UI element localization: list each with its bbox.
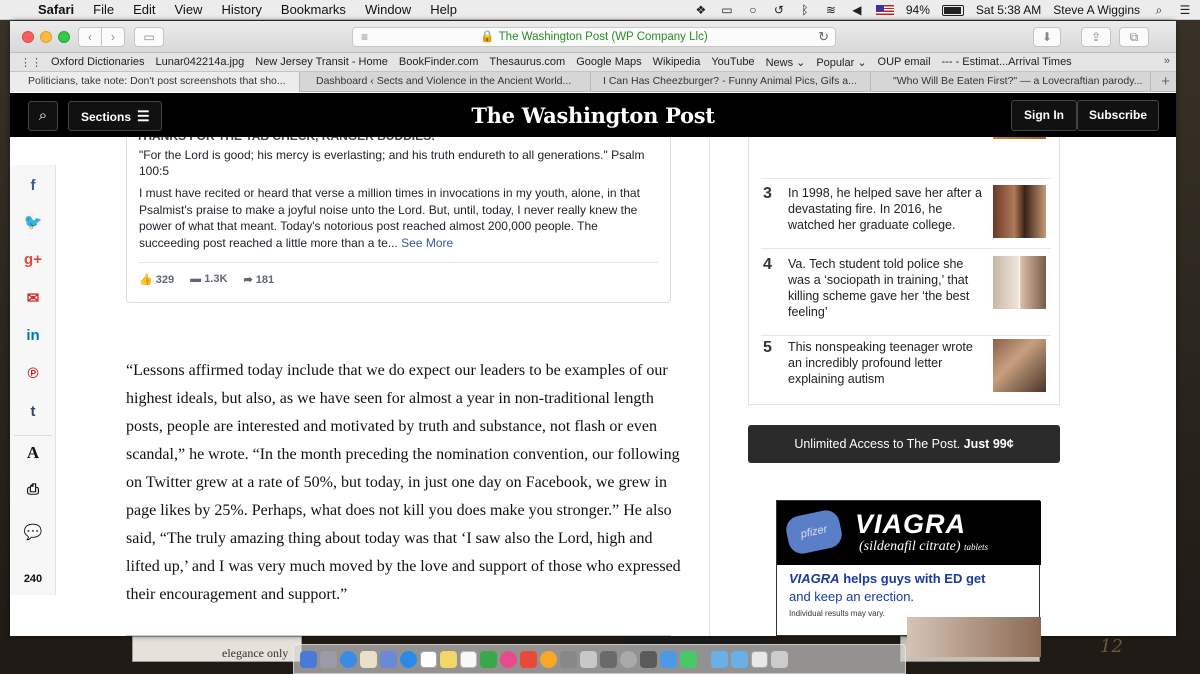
google-plus-icon[interactable]: g+ [24,251,42,268]
bookmark-item[interactable]: --- - Estimat...Arrival Times [941,56,1072,68]
reload-icon[interactable]: ↻ [818,29,829,44]
bookmark-item[interactable]: Lunar042214a.jpg [155,56,245,68]
time-machine-icon[interactable]: ↺ [773,3,784,17]
ad-generic-suffix: tablets [963,542,988,552]
most-read-item[interactable] [749,339,1061,413]
sidebar-toggle-button[interactable]: ▭ [134,27,164,47]
menu-help[interactable]: Help [430,2,457,17]
textedit-icon[interactable] [600,651,617,668]
subscribe-button[interactable]: Subscribe [1077,100,1159,131]
app-store-icon[interactable] [400,651,417,668]
ad-header [777,501,1041,565]
menu-history[interactable]: History [221,2,262,17]
comments-icon[interactable]: 💬 [23,524,43,541]
airplay-icon[interactable]: ▭ [721,3,733,17]
menu-file[interactable]: File [93,2,115,17]
maps-icon[interactable] [480,651,497,668]
bookmarks-bar [10,53,1176,72]
bookmark-item[interactable]: Oxford Dictionaries [51,56,145,68]
spotlight-icon[interactable]: ⌕ [1155,3,1163,17]
background-window-text: elegance only [222,646,289,660]
ad-subheadline: and keep an erection. [789,589,915,604]
fb-shares-count: 181 [255,274,275,286]
list-divider [761,335,1051,336]
volume-icon[interactable]: ◀ [852,3,862,17]
article-divider [126,635,671,636]
facetime-icon[interactable] [680,651,697,668]
notification-center-icon[interactable]: ☰ [1179,3,1191,17]
pinterest-icon[interactable]: ℗ [27,365,39,382]
twitter-icon[interactable]: 🐦 [23,214,43,231]
ad-headline-rest: helps guys with ED get [843,571,986,586]
hamburger-icon: ☰ [137,108,150,124]
bookmark-item[interactable]: New Jersey Transit - Home [255,56,388,68]
system-preferences-icon[interactable] [620,651,637,668]
minimize-window-icon[interactable] [40,31,52,43]
downloads-button[interactable]: ⬇ [1033,27,1061,47]
share-button[interactable]: ⇪ [1081,27,1111,47]
browser-toolbar [10,21,1176,53]
dock [293,644,906,674]
article-paragraph: “Lessons affirmed today include that we do expect our leaders to be examples of our highest ideals, but also, as we have seen for almost a year in non-traditional length posts, people are interested and motivated by truth and substance, not flash or even scandal,” he wrote. “In the month preceding the nomination convention, our following on Twitter grew at a rate of 50%, but today, in just one day on Facebook, we grew in page likes by 25%. Perhaps, what does not kill you does make you stronger.” He also said, “The truly amazing thing about today was that ‘I saw also the Lord, high and lifted up,’ and I was very much moved by the love and support of those who expressed their encouragement and support.” [126,362,681,603]
app-menu[interactable]: Safari [38,2,75,17]
fb-likes[interactable] [139,273,174,286]
pill-image: pfizer [784,508,845,556]
menu-edit[interactable]: Edit [133,2,156,17]
notes-icon[interactable] [440,651,457,668]
rank-number: 3 [763,185,772,202]
menubar-clock[interactable]: Sat 5:38 AM [975,3,1042,17]
ibooks-icon[interactable] [560,651,577,668]
comment-bubble-icon: ▬ [190,273,205,285]
photos-icon[interactable] [540,651,557,668]
tab-bar [10,72,1176,92]
tumblr-icon[interactable]: t [30,403,36,420]
fb-post-body [139,185,659,251]
tab[interactable]: Dashboard ‹ Sects and Violence in the Ancient World... [300,72,591,92]
fb-comments[interactable] [190,273,227,286]
linkedin-icon[interactable]: in [26,327,40,344]
lock-icon: 🔒 [480,31,495,43]
ad-generic-text: (sildenafil citrate) [859,539,961,554]
banner-text: Unlimited Access to The Post. [794,437,961,451]
back-button[interactable]: ‹ [78,27,102,47]
page-content [10,137,1176,636]
bookmark-folder[interactable]: News ⌄ [765,56,806,69]
thumbs-up-icon: 👍 [139,274,156,286]
thumbnail-image[interactable] [993,256,1046,309]
messages-icon[interactable] [660,651,677,668]
close-window-icon[interactable] [22,31,34,43]
bookmark-item[interactable]: Google Maps [576,56,642,68]
fb-comments-count: 1.3K [204,273,228,285]
facebook-embed [126,133,671,303]
bookmark-item[interactable]: OUP email [877,56,931,68]
desktop-corner-text: 12 [1100,636,1123,657]
see-more-link[interactable]: See More [401,235,454,250]
bookmark-item[interactable]: YouTube [711,56,755,68]
thumbnail-image[interactable] [993,339,1046,392]
email-icon[interactable]: ✉ [26,290,40,307]
battery-percent[interactable]: 94% [905,3,930,17]
sections-label: Sections [81,110,132,124]
comment-count[interactable]: 240 [23,573,43,585]
most-read-item[interactable] [749,256,1061,330]
user-name[interactable]: Steve A Wiggins [1053,3,1140,17]
bluetooth-icon[interactable]: ᛒ [801,3,809,17]
print-icon[interactable]: ⎙ [26,481,39,498]
subscription-banner[interactable] [748,425,1060,463]
rank-number: 4 [763,256,772,273]
advertisement[interactable] [776,500,1040,636]
ad-generic-name [859,539,988,555]
tab-active[interactable]: Politicians, take note: Don't post screenshots that sho... [10,72,300,92]
thumbnail-image[interactable] [993,185,1046,238]
fb-shares[interactable] [243,273,274,286]
battery-icon[interactable] [942,5,964,16]
ad-disclaimer: Individual results may vary. [789,609,885,618]
headline[interactable]: In 1998, he helped save her after a devastating fire. In 2016, he watched her graduate college. [788,186,982,232]
bookmark-folder[interactable]: Popular ⌄ [816,56,867,69]
rank-number: 5 [763,339,772,356]
menu-bar [0,0,1200,20]
fb-stats [139,273,274,286]
bookmark-item[interactable]: Wikipedia [652,56,701,68]
dropbox-icon[interactable]: ❖ [695,3,707,17]
folder-icon[interactable] [711,651,728,668]
fb-post-text: I must have recited or heard that verse a million times in invocations in my youth, alone, in that Psalmist's praise to make a joyful noise unto the Lord. But, until, today, I never really knew the power of what that meant. Today's notorious post reached almost 200,000 people. The succeeding post reached a little more than a te... [139,186,640,250]
sign-in-button[interactable]: Sign In [1011,100,1077,131]
top-sites-icon[interactable]: ⋮⋮ [20,56,42,69]
headline[interactable]: Va. Tech student told police she was a ‘sociopath in training,’ that killing scheme gave her ‘the best feeling’ [788,257,970,319]
list-divider [761,178,1051,179]
preview-icon[interactable] [580,651,597,668]
itunes-icon[interactable] [500,651,517,668]
share-rail [10,165,56,595]
calendar-icon[interactable] [420,651,437,668]
trash-icon[interactable] [771,651,788,668]
address-bar[interactable] [352,27,836,47]
launchpad-icon[interactable] [320,651,337,668]
list-divider [761,248,1051,249]
wifi-icon[interactable]: ≋ [825,3,836,17]
site-header [10,93,1176,137]
bookmark-item[interactable]: Thesaurus.com [489,56,566,68]
photo-booth-icon[interactable] [520,651,537,668]
bookmarks-overflow-icon[interactable]: » [1163,55,1170,67]
column-divider [709,137,710,636]
menu-window[interactable]: Window [364,2,412,17]
status-circle-icon[interactable]: ○ [749,3,757,17]
fb-likes-count: 329 [155,274,175,286]
banner-price: Just 99¢ [963,437,1014,451]
mail-icon[interactable] [360,651,377,668]
fb-post-quote: "For the Lord is good; his mercy is everlasting; and his truth endureth to all generations." Psalm 100:5 [139,148,645,178]
reader-view-icon[interactable]: ≡ [361,30,369,44]
terminal-icon[interactable] [640,651,657,668]
downloads-folder-icon[interactable] [731,651,748,668]
url-text: The Washington Post (WP Company Llc) [498,31,708,43]
ad-brand-logo: VIAGRA [855,509,967,539]
forward-button[interactable]: › [101,27,125,47]
rail-divider [14,435,52,436]
reminders-icon[interactable] [460,651,477,668]
input-source-flag-icon[interactable] [876,5,894,15]
tab[interactable]: I Can Has Cheezburger? - Funny Animal Pics, Gifs a... [591,72,871,92]
status-area [694,0,1192,20]
share-arrow-icon: ➦ [243,274,256,286]
ad-headline-brand: VIAGRA [789,571,840,586]
most-read-list [748,127,1060,405]
bookmark-item[interactable]: BookFinder.com [398,56,479,68]
safari-icon[interactable] [340,651,357,668]
finder-icon[interactable] [300,651,317,668]
headline[interactable]: This nonspeaking teenager wrote an incredibly profound letter explaining autism [788,340,973,386]
browser-window [10,21,1176,636]
show-tabs-button[interactable]: ⧉ [1119,27,1149,47]
ad-headline [789,571,985,586]
font-size-icon[interactable]: A [26,443,40,462]
contacts-icon[interactable] [380,651,397,668]
fullscreen-window-icon[interactable] [58,31,70,43]
search-icon: ⌕ [38,107,48,124]
menu-bookmarks[interactable]: Bookmarks [280,2,346,17]
site-logo[interactable]: The Washington Post [471,103,715,128]
tab[interactable]: "Who Will Be Eaten First?" — a Lovecraftian parody... [871,72,1151,92]
fb-divider [139,262,659,263]
menu-view[interactable]: View [174,2,203,17]
document-icon[interactable] [751,651,768,668]
facebook-icon[interactable]: f [30,177,36,194]
new-tab-icon[interactable]: + [1161,73,1170,90]
ad-photo [907,617,1041,657]
